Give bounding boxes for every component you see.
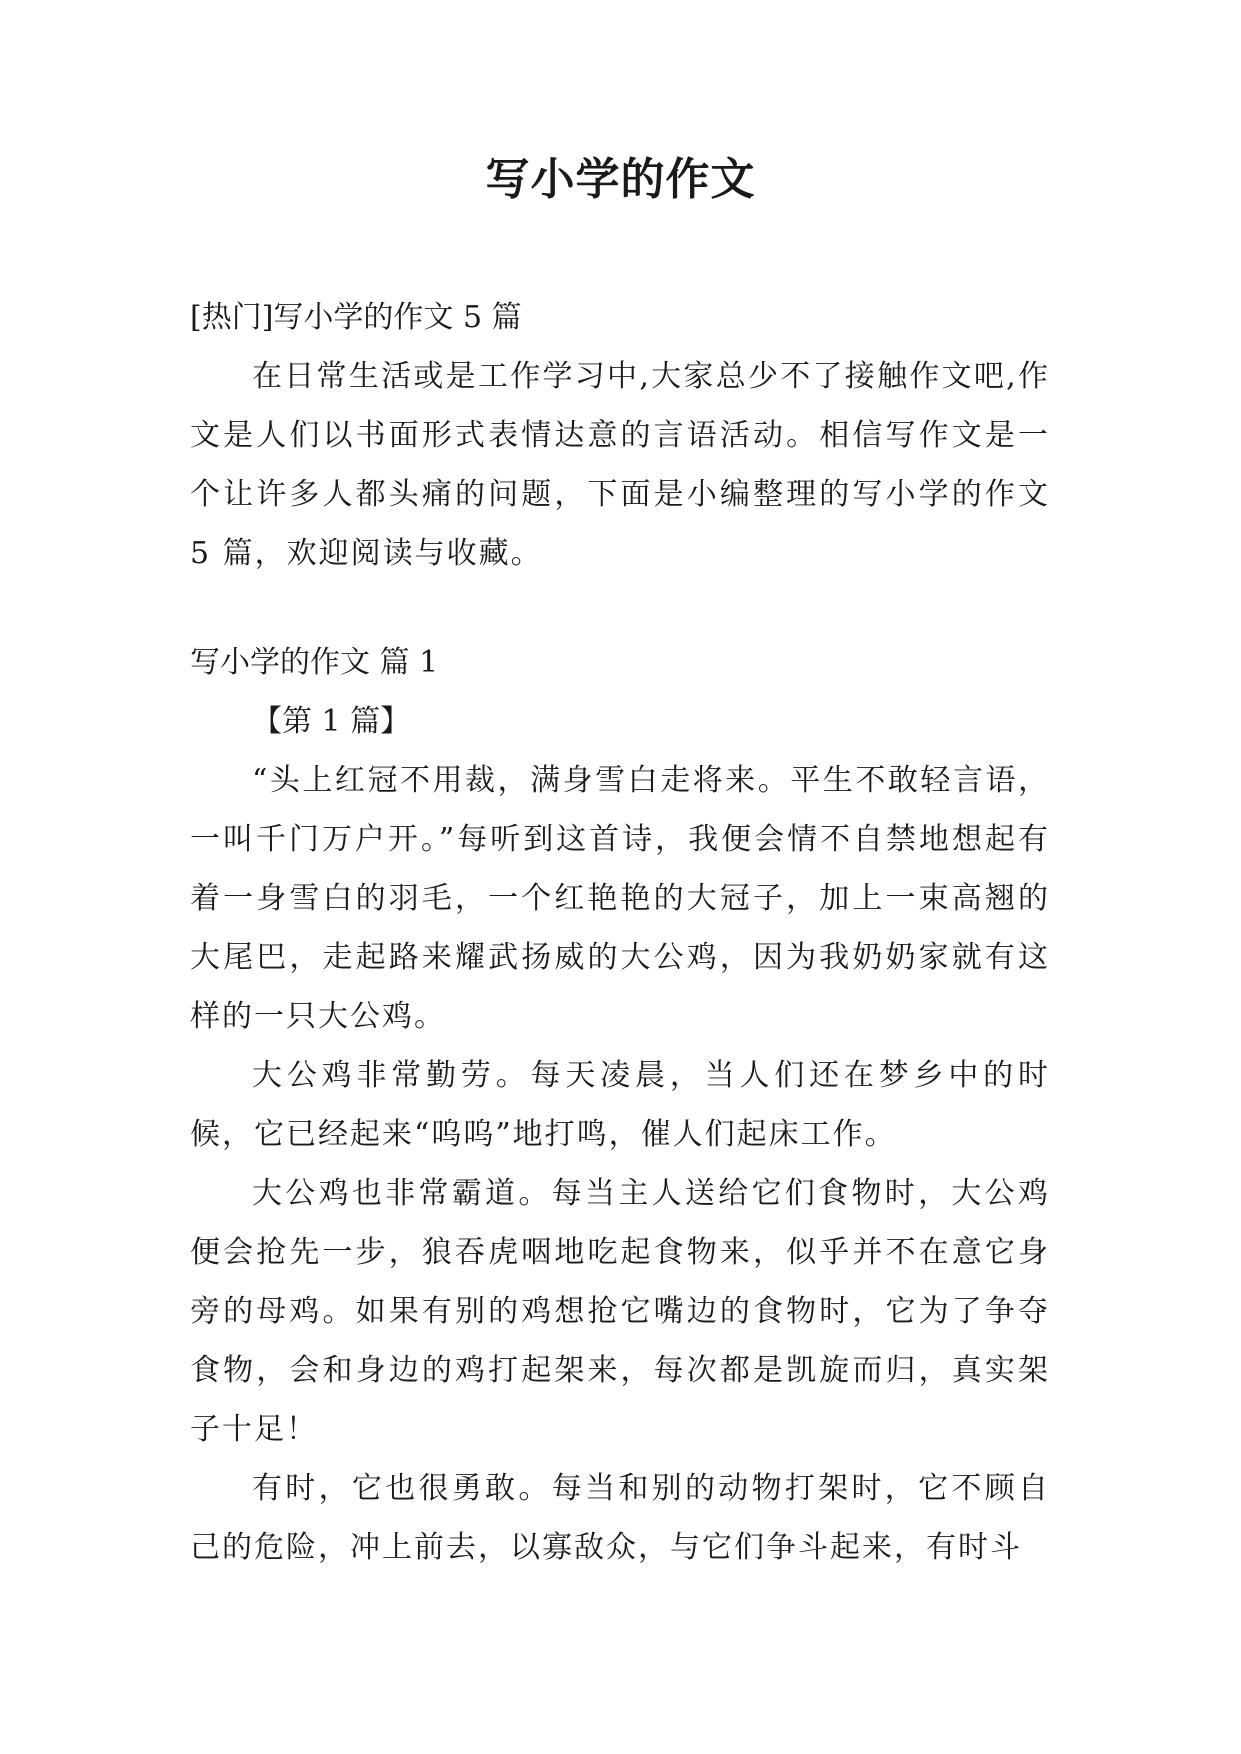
body-paragraph: 有时，它也很勇敢。每当和别的动物打架时，它不顾自己的危险，冲上前去，以寡敌众，与它们争斗起来，有时斗 (190, 1471, 1050, 1565)
intro-paragraph: 在日常生活或是工作学习中,大家总少不了接触作文吧,作文是人们以书面形式表情达意的言语活动。相信写作文是一个让许多人都头痛的问题，下面是小编整理的写小学的作文 5 篇，欢迎阅读与收藏。 (190, 359, 1050, 571)
document-title: 写小学的作文 (485, 154, 756, 205)
document-body (190, 288, 1050, 1577)
body-paragraph: 大公鸡也非常霸道。每当主人送给它们食物时，大公鸡便会抢先一步，狼吞虎咽地吃起食物来，似乎并不在意它身旁的母鸡。如果有别的鸡想抢它嘴边的食物时，它为了争夺食物，会和身边的鸡打起架来，每次都是凯旋而归，真实架子十足！ (190, 1176, 1050, 1447)
body-paragraph: “头上红冠不用裁，满身雪白走将来。平生不敢轻言语，一叫千门万户开。”每听到这首诗，我便会情不自禁地想起有着一身雪白的羽毛，一个红艳艳的大冠子，加上一束高翘的大尾巴，走起路来耀武扬威的大公鸡，因为我奶奶家就有这样的一只大公鸡。 (190, 763, 1050, 1034)
document-subtitle: [热门]写小学的作文 5 篇 (190, 300, 522, 335)
body-paragraph: 大公鸡非常勤劳。每天凌晨，当人们还在梦乡中的时候，它已经起来“呜呜”地打鸣，催人们起床工作。 (190, 1058, 1050, 1152)
section-heading: 写小学的作文 篇 1 (190, 645, 439, 680)
section-subheading: 【第 1 篇】 (252, 704, 411, 739)
